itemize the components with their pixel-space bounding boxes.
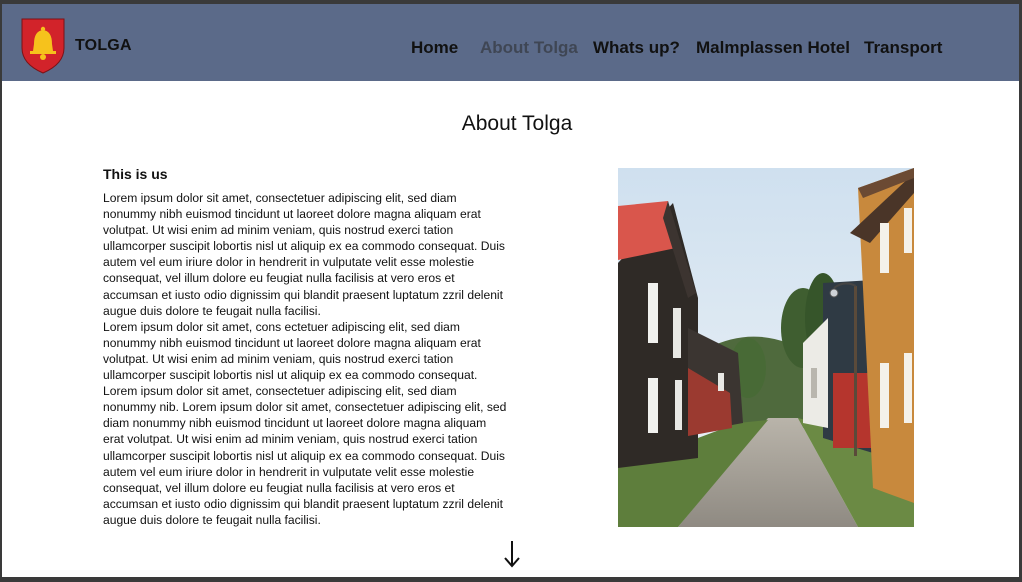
page-title: About Tolga (461, 112, 573, 135)
nav-home[interactable]: Home (411, 38, 459, 57)
paragraph-1: Lorem ipsum dolor sit amet, consectetuer adipiscing elit, sed diam nonummy nibh euismod tincidunt ut laoreet dolore magna aliquam erat volutpat. Ut wisi enim ad minim veniam, quis nostrud exerci tation ullamcorper suscipit lobortis nisl ut aliquip ex ea commodo consequat. Duis autem vel eum iriure dolor in hendrerit in vulputate velit esse molestie consequat, vel illum dolore eu feugiat nulla facilisis at vero eros et accumsan et iusto odio dignissim qui blandit praesent luptatum zzril delenit augue duis dolore te feugait nulla facilisi. (103, 191, 505, 318)
nav-transport[interactable]: Transport (864, 38, 943, 57)
nav-malmplassen-hotel[interactable]: Malmplassen Hotel (696, 38, 850, 57)
nav-whats-up[interactable]: Whats up? (593, 38, 680, 57)
main-nav (2, 38, 1019, 62)
page-frame (2, 4, 1019, 577)
site-header (2, 4, 1019, 81)
nav-about-tolga[interactable]: About Tolga (480, 38, 578, 57)
site-brand[interactable]: TOLGA (75, 37, 132, 54)
body-text (103, 190, 508, 528)
arrow-down-icon[interactable] (502, 539, 522, 569)
section-heading: This is us (103, 166, 168, 182)
village-street-photo (618, 168, 914, 527)
paragraph-2: Lorem ipsum dolor sit amet, cons ectetuer adipiscing elit, sed diam nonummy nibh euismod tincidunt ut laoreet dolore magna aliquam erat volutpat. Ut wisi enim ad minim veniam, quis nostrud exerci tation ullamcorper suscipit lobortis nisl ut aliquip ex ea commodo consequat. Lorem ipsum dolor sit amet, consectetuer adipiscing elit, sed diam nonummy nib. Lorem ipsum dolor sit amet, consectetuer adipiscing elit, sed diam nonummy nibh euismod tincidunt ut laoreet dolore magna aliquam erat volutpat. Ut wisi enim ad minim veniam, quis nostrud exerci tation ullamcorper suscipit lobortis nisl ut aliquip ex ea commodo consequat. Duis autem vel eum iriure dolor in hendrerit in vulputate velit esse molestie consequat, vel illum dolore eu feugiat nulla facilisis at vero eros et accumsan et iusto odio dignissim qui blandit praesent luptatum zzril delenit augue duis dolore te feugait nulla facilisi. (103, 319, 507, 527)
